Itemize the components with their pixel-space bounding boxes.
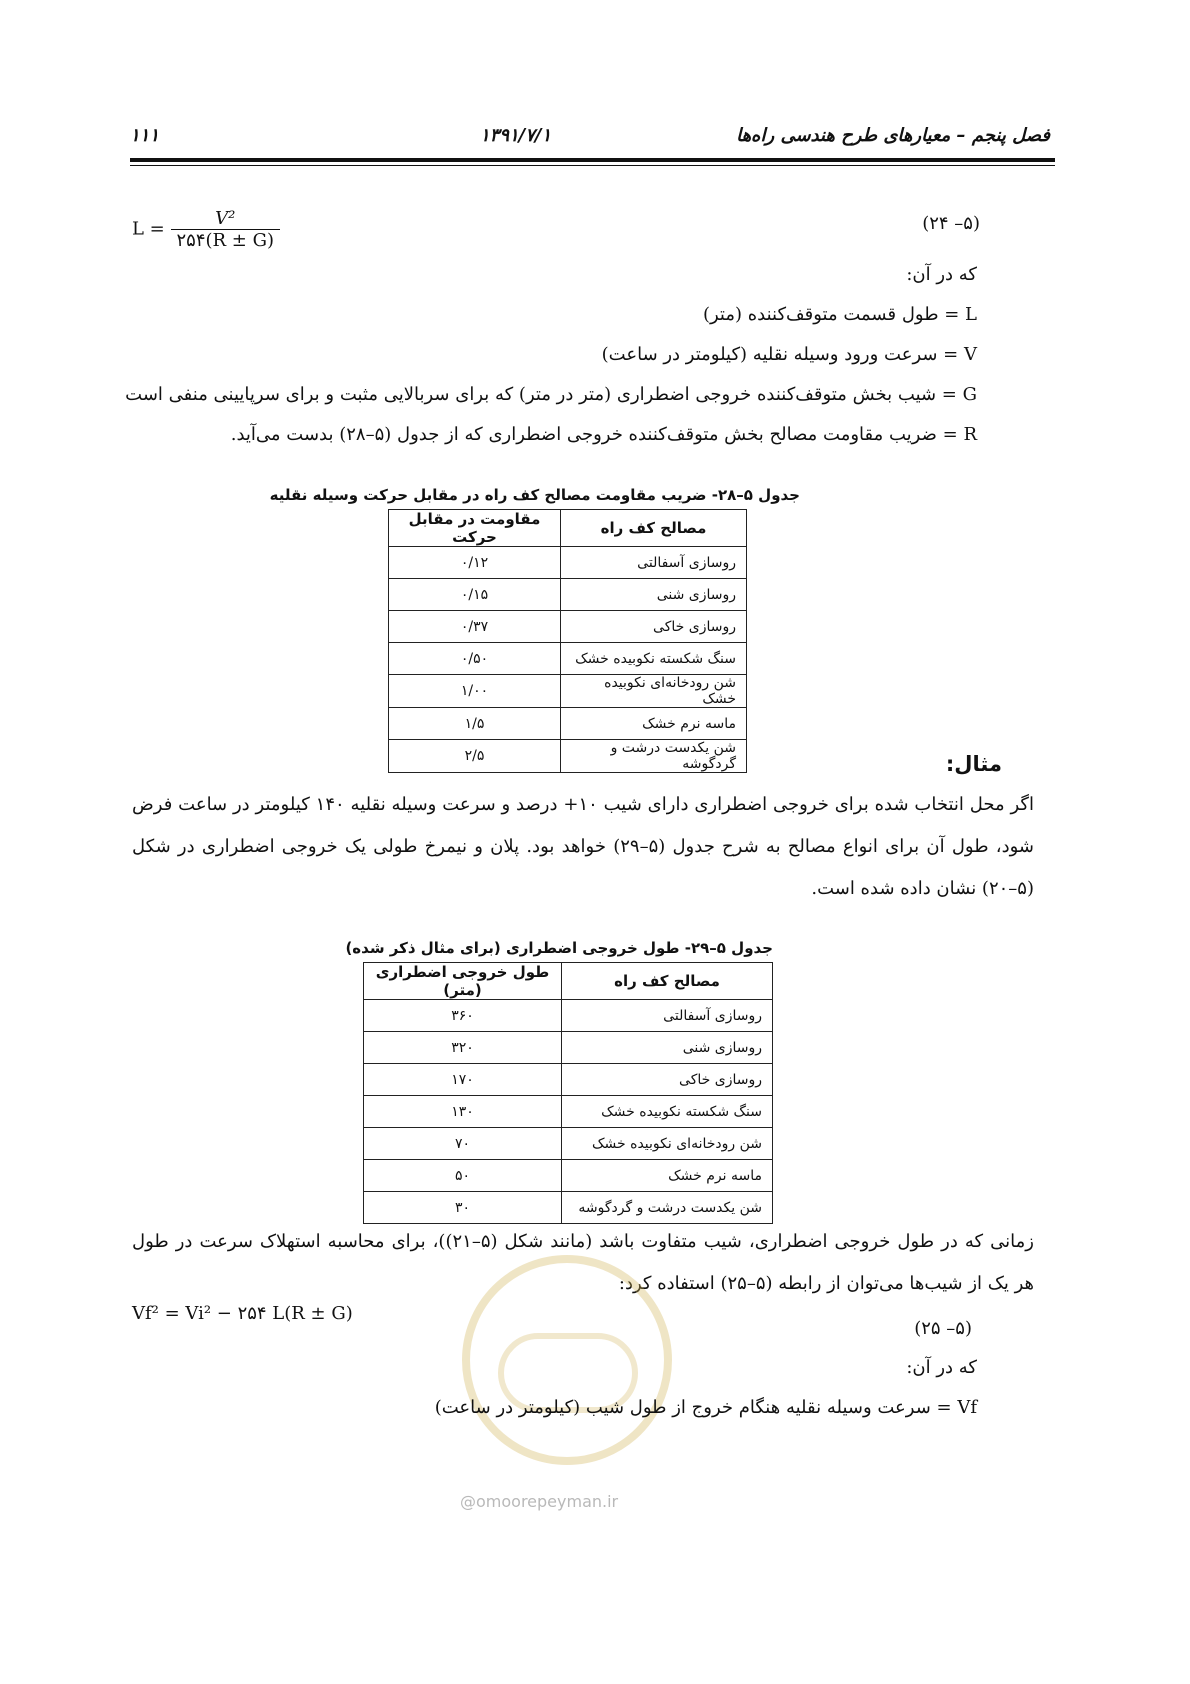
table-cell: ۰/۵۰ [389, 643, 561, 675]
table-cell: ۱۳۰ [364, 1096, 562, 1128]
table-row [389, 708, 747, 740]
table-cell: روسازی شنی [561, 579, 747, 611]
table-row [389, 643, 747, 675]
table-cell: سنگ شکسته نکوبیده خشک [562, 1096, 773, 1128]
table-row [389, 740, 747, 773]
table-row [389, 547, 747, 579]
table-cell: ماسه نرم خشک [562, 1160, 773, 1192]
table-cell: ۰/۱۲ [389, 547, 561, 579]
where-label-1: که در آن: [906, 264, 977, 285]
definition-g: G = شیب بخش متوقف‌کننده خروجی اضطراری (متر در متر) که برای سربالایی مثبت و برای سرپایینی منفی است [125, 384, 977, 405]
table-cell: ماسه نرم خشک [561, 708, 747, 740]
table-cell: ۵۰ [364, 1160, 562, 1192]
header-date: ۱۳۹۱/۷/۱ [480, 125, 552, 146]
eq24-denominator: ۲۵۴(R ± G) [176, 230, 275, 251]
table-cell: ۱۷۰ [364, 1064, 562, 1096]
table-row [364, 1192, 773, 1224]
table29-col-material: مصالح کف راه [562, 963, 773, 1000]
watermark-text: @omoorepeyman.ir [460, 1492, 619, 1511]
table-row [364, 1160, 773, 1192]
table-row [364, 1128, 773, 1160]
table-cell: روسازی آسفالتی [561, 547, 747, 579]
equation-25: Vf² = Vi² − ۲۵۴ L(R ± G) [132, 1303, 353, 1324]
table-row [364, 1064, 773, 1096]
header-rule-thick [130, 158, 1055, 162]
table-cell: شن یکدست درشت و گردگوشه [562, 1192, 773, 1224]
table-cell: ۰/۱۵ [389, 579, 561, 611]
table-cell: ۲/۵ [389, 740, 561, 773]
table-cell: سنگ شکسته نکوبیده خشک [561, 643, 747, 675]
slope-paragraph: زمانی که در طول خروجی اضطراری، شیب متفاوت باشد (مانند شکل (۵–۲۱))، برای محاسبه استهلاک سرعت در طول هر یک از شیب‌ها می‌توان از رابطه (۵–۲۵) استفاده کرد: [132, 1231, 1034, 1294]
definition-r: R = ضریب مقاومت مصالح بخش متوقف‌کننده خروجی اضطراری که از جدول (۵–۲۸) بدست می‌آید. [230, 424, 977, 445]
table-cell: ۳۰ [364, 1192, 562, 1224]
page-number: ۱۱۱ [130, 125, 160, 146]
table-cell: روسازی آسفالتی [562, 1000, 773, 1032]
table-row [389, 579, 747, 611]
eq24-lhs: L = [132, 218, 165, 240]
table28 [388, 509, 747, 773]
table-cell: ۳۶۰ [364, 1000, 562, 1032]
table-cell: ۱/۰۰ [389, 675, 561, 708]
table28-col-material: مصالح کف راه [561, 510, 747, 547]
table28-caption: جدول ۵–۲۸- ضریب مقاومت مصالح کف راه در مقابل حرکت وسیله نقلیه [269, 486, 800, 504]
eq24-fraction [171, 208, 281, 251]
table29-caption: جدول ۵–۲۹- طول خروجی اضطراری (برای مثال ذکر شده) [345, 939, 773, 957]
example-heading: مثال: [945, 752, 1002, 776]
table-cell: شن رودخانه‌ای نکوبیده خشک [562, 1128, 773, 1160]
chapter-title: فصل پنجم – معیارهای طرح هندسی راه‌ها [736, 125, 1050, 146]
watermark-logo [462, 1255, 672, 1465]
table-cell: روسازی خاکی [561, 611, 747, 643]
table-cell: ۷۰ [364, 1128, 562, 1160]
table28-header-row [389, 510, 747, 547]
eq25-number: (۵– ۲۵) [914, 1318, 972, 1339]
eq24-number: (۵– ۲۴) [922, 213, 980, 234]
table29-col-length: طول خروجی اضطراری (متر) [364, 963, 562, 1000]
definition-v: V = سرعت ورود وسیله نقلیه (کیلومتر در ساعت) [601, 344, 977, 365]
where-label-2: که در آن: [906, 1357, 977, 1378]
table-cell: ۰/۳۷ [389, 611, 561, 643]
table-row [364, 1000, 773, 1032]
eq24-numerator: V² [171, 208, 281, 230]
table-cell: ۳۲۰ [364, 1032, 562, 1064]
table-cell: شن رودخانه‌ای نکوبیده خشک [561, 675, 747, 708]
table-row [364, 1096, 773, 1128]
table-cell: شن یکدست درشت و گردگوشه [561, 740, 747, 773]
header-rule-thin [130, 165, 1055, 166]
table-cell: ۱/۵ [389, 708, 561, 740]
definition-vf: Vf = سرعت وسیله نقلیه هنگام خروج از طول شیب (کیلومتر در ساعت) [434, 1397, 977, 1418]
table-row [389, 611, 747, 643]
table29-header-row [364, 963, 773, 1000]
table29 [363, 962, 773, 1224]
equation-24 [132, 208, 280, 251]
definition-l: L = طول قسمت متوقف‌کننده (متر) [702, 304, 977, 325]
table-row [364, 1032, 773, 1064]
table28-col-resistance: مقاومت در مقابل حرکت [389, 510, 561, 547]
table-row [389, 675, 747, 708]
table-cell: روسازی خاکی [562, 1064, 773, 1096]
table-cell: روسازی شنی [562, 1032, 773, 1064]
example-paragraph: اگر محل انتخاب شده برای خروجی اضطراری دارای شیب ۱۰+ درصد و سرعت وسیله نقلیه ۱۴۰ کیلومتر در ساعت فرض شود، طول آن برای انواع مصالح به شرح جدول (۵–۲۹) خواهد بود. پلان و نیمرخ طولی یک خروجی اضطراری در شکل (۵–۲۰) نشان داده شده است. [132, 794, 1034, 899]
